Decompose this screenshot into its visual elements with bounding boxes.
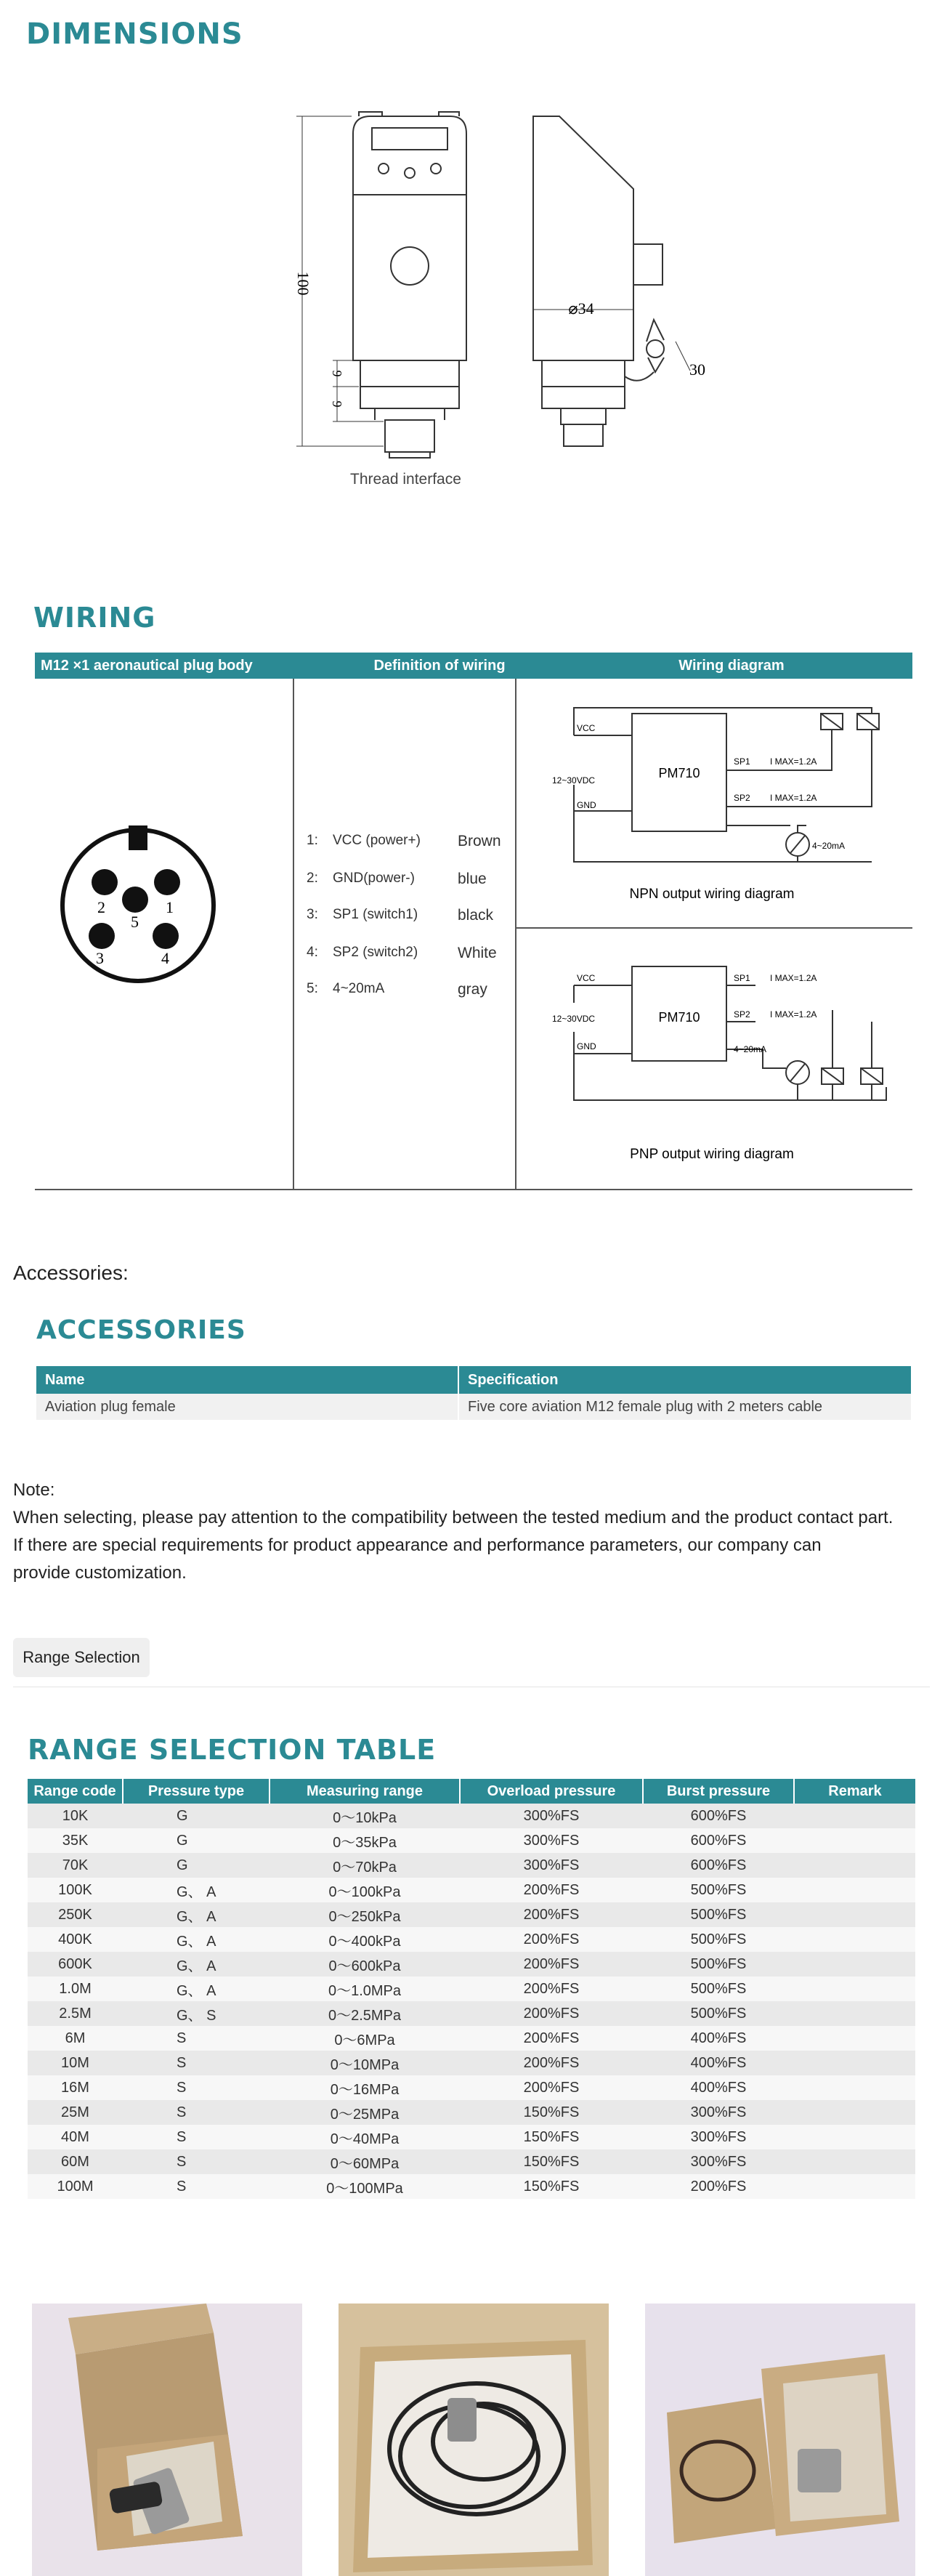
pressure-type-cell: S <box>123 2075 270 2100</box>
def-color: blue <box>458 871 487 887</box>
wiring-definition-row <box>307 833 517 871</box>
range-code-cell: 600K <box>28 1952 123 1977</box>
range-code-cell: 35K <box>28 1828 123 1853</box>
table-row <box>28 2051 915 2075</box>
thread-interface-caption: Thread interface <box>350 471 461 488</box>
dimension-34-label: ⌀34 <box>568 299 594 318</box>
pnp-vcc-label: VCC <box>577 973 596 983</box>
overload-pressure-cell: 200%FS <box>460 2051 643 2075</box>
range-code-cell: 100M <box>28 2174 123 2199</box>
npn-imax2-label: I MAX=1.2A <box>770 793 817 803</box>
npn-vcc-label: VCC <box>577 723 596 733</box>
measuring-range-cell: 0～1.0MPa <box>270 1977 460 2001</box>
pnp-gnd-label: GND <box>577 1041 596 1051</box>
npn-sp2-label: SP2 <box>734 793 750 803</box>
wiring-header-bar <box>35 653 912 679</box>
remark-cell <box>794 2001 915 2026</box>
range-table-title: RANGE SELECTION TABLE <box>28 1734 437 1766</box>
range-code-cell: 70K <box>28 1853 123 1878</box>
range-code-cell: 2.5M <box>28 2001 123 2026</box>
cable-in-box-image <box>339 2304 609 2576</box>
range-code-cell: 6M <box>28 2026 123 2051</box>
range-code-cell: 10M <box>28 2051 123 2075</box>
def-color: Brown <box>458 833 501 849</box>
pin-1-label: 1 <box>166 898 174 916</box>
wiring-definition-row <box>307 871 517 907</box>
pin-4-label: 4 <box>161 949 169 967</box>
overload-pressure-cell: 200%FS <box>460 2026 643 2051</box>
pressure-type-cell: S <box>123 2125 270 2149</box>
remark-cell <box>794 1853 915 1878</box>
remark-cell <box>794 1902 915 1927</box>
range-selection-button[interactable]: Range Selection <box>13 1638 150 1677</box>
def-name: 4~20mA <box>333 981 385 996</box>
burst-pressure-cell: 500%FS <box>643 1952 794 1977</box>
range-code-cell: 60M <box>28 2149 123 2174</box>
wiring-divider-middle <box>515 927 912 929</box>
burst-pressure-cell: 200%FS <box>643 2174 794 2199</box>
pnp-supply-label: 12~30VDC <box>552 1014 596 1024</box>
overload-pressure-cell: 150%FS <box>460 2100 643 2125</box>
wiring-title: WIRING <box>33 602 156 634</box>
overload-pressure-cell: 300%FS <box>460 1804 643 1828</box>
table-row <box>28 1878 915 1902</box>
overload-pressure-cell: 200%FS <box>460 2001 643 2026</box>
remark-cell <box>794 2075 915 2100</box>
note-line-3: provide customization. <box>13 1563 187 1583</box>
remark-cell <box>794 2125 915 2149</box>
measuring-range-cell: 0～100MPa <box>270 2174 460 2199</box>
npn-imax1-label: I MAX=1.2A <box>770 756 817 767</box>
measuring-range-cell: 0～40MPa <box>270 2125 460 2149</box>
pnp-imax2-label: I MAX=1.2A <box>770 1009 817 1020</box>
table-row <box>28 2075 915 2100</box>
pressure-type-cell: G、 A <box>123 1952 270 1977</box>
pressure-type-cell: S <box>123 2100 270 2125</box>
table-row <box>28 1853 915 1878</box>
burst-pressure-cell: 500%FS <box>643 1878 794 1902</box>
header-measuring-range: Measuring range <box>270 1779 460 1804</box>
product-photo-1 <box>32 2304 302 2576</box>
remark-cell <box>794 2026 915 2051</box>
npn-sp1-label: SP1 <box>734 756 750 767</box>
remark-cell <box>794 1804 915 1828</box>
table-row <box>28 2026 915 2051</box>
range-code-cell: 40M <box>28 2125 123 2149</box>
range-code-cell: 400K <box>28 1927 123 1952</box>
overload-pressure-cell: 200%FS <box>460 1878 643 1902</box>
overload-pressure-cell: 200%FS <box>460 1952 643 1977</box>
range-code-cell: 250K <box>28 1902 123 1927</box>
pressure-type-cell: G、 A <box>123 1902 270 1927</box>
pnp-wiring-diagram <box>552 945 901 1184</box>
overload-pressure-cell: 300%FS <box>460 1853 643 1878</box>
def-name: GND(power-) <box>333 871 415 886</box>
table-row <box>28 2125 915 2149</box>
overload-pressure-cell: 300%FS <box>460 1828 643 1853</box>
burst-pressure-cell: 400%FS <box>643 2026 794 2051</box>
pnp-sp1-label: SP1 <box>734 973 750 983</box>
wiring-header-plug: M12 ×1 aeronautical plug body <box>41 658 253 674</box>
remark-cell <box>794 2174 915 2199</box>
measuring-range-cell: 0～35kPa <box>270 1828 460 1853</box>
burst-pressure-cell: 300%FS <box>643 2149 794 2174</box>
accessories-title: ACCESSORIES <box>36 1315 246 1345</box>
wiring-bottom-line <box>35 1189 912 1190</box>
range-code-cell: 1.0M <box>28 1977 123 2001</box>
burst-pressure-cell: 500%FS <box>643 2001 794 2026</box>
burst-pressure-cell: 400%FS <box>643 2075 794 2100</box>
def-num: 3: <box>307 907 318 922</box>
pressure-type-cell: S <box>123 2026 270 2051</box>
def-name: SP1 (switch1) <box>333 907 418 922</box>
accessories-header-spec: Specification <box>458 1366 911 1394</box>
table-row <box>28 1927 915 1952</box>
burst-pressure-cell: 600%FS <box>643 1828 794 1853</box>
def-num: 2: <box>307 871 318 886</box>
range-code-cell: 25M <box>28 2100 123 2125</box>
remark-cell <box>794 1952 915 1977</box>
measuring-range-cell: 0～70kPa <box>270 1853 460 1878</box>
dimension-100-label: 100 <box>294 271 312 296</box>
table-row <box>28 2149 915 2174</box>
pnp-caption: PNP output wiring diagram <box>630 1147 794 1162</box>
note-label: Note: <box>13 1480 55 1500</box>
overload-pressure-cell: 150%FS <box>460 2125 643 2149</box>
burst-pressure-cell: 500%FS <box>643 1977 794 2001</box>
pnp-ma-label: 4~20mA <box>734 1044 767 1054</box>
accessories-header-row <box>36 1366 911 1394</box>
accessories-intro: Accessories: <box>13 1261 129 1284</box>
remark-cell <box>794 2051 915 2075</box>
wiring-definition-row <box>307 907 517 945</box>
table-row <box>28 1902 915 1927</box>
remark-cell <box>794 1977 915 2001</box>
burst-pressure-cell: 600%FS <box>643 1853 794 1878</box>
range-selection-table <box>28 1779 915 2199</box>
product-photo-2 <box>339 2304 609 2576</box>
table-row <box>28 1952 915 1977</box>
burst-pressure-cell: 300%FS <box>643 2100 794 2125</box>
dimension-9a-label: 9 <box>330 370 344 377</box>
burst-pressure-cell: 500%FS <box>643 1902 794 1927</box>
pin-2-label: 2 <box>97 898 105 916</box>
npn-ma-label: 4~20mA <box>812 841 846 851</box>
remark-cell <box>794 2100 915 2125</box>
dimension-30-label: 30 <box>689 360 705 379</box>
overload-pressure-cell: 150%FS <box>460 2174 643 2199</box>
remark-cell <box>794 1878 915 1902</box>
wiring-divider-1 <box>293 679 294 1190</box>
pressure-type-cell: G、 S <box>123 2001 270 2026</box>
header-remark: Remark <box>794 1779 915 1804</box>
measuring-range-cell: 0～10MPa <box>270 2051 460 2075</box>
remark-cell <box>794 2149 915 2174</box>
overload-pressure-cell: 200%FS <box>460 1977 643 2001</box>
def-num: 5: <box>307 981 318 996</box>
overload-pressure-cell: 150%FS <box>460 2149 643 2174</box>
note-line-1: When selecting, please pay attention to the compatibility between the tested medium and the product contact part. <box>13 1508 894 1527</box>
pressure-type-cell: G <box>123 1828 270 1853</box>
header-overload-pressure: Overload pressure <box>460 1779 643 1804</box>
measuring-range-cell: 0～10kPa <box>270 1804 460 1828</box>
burst-pressure-cell: 300%FS <box>643 2125 794 2149</box>
def-name: SP2 (switch2) <box>333 945 418 960</box>
note-block <box>13 1477 936 1587</box>
dimensions-drawing <box>276 102 741 509</box>
wiring-definition-list <box>307 833 517 1017</box>
table-row <box>28 2001 915 2026</box>
pressure-type-cell: S <box>123 2174 270 2199</box>
pressure-type-cell: G <box>123 1853 270 1878</box>
header-range-code: Range code <box>28 1779 123 1804</box>
pnp-imax1-label: I MAX=1.2A <box>770 973 817 983</box>
def-color: black <box>458 907 494 924</box>
table-row <box>28 2100 915 2125</box>
def-name: VCC (power+) <box>333 833 421 848</box>
burst-pressure-cell: 600%FS <box>643 1804 794 1828</box>
wiring-header-definition: Definition of wiring <box>373 658 506 674</box>
note-line-2: If there are special requirements for product appearance and performance parameters, our company can <box>13 1535 822 1555</box>
range-code-cell: 16M <box>28 2075 123 2100</box>
overload-pressure-cell: 200%FS <box>460 2075 643 2100</box>
header-burst-pressure: Burst pressure <box>643 1779 794 1804</box>
measuring-range-cell: 0～250kPa <box>270 1902 460 1927</box>
pin-3-label: 3 <box>96 949 104 967</box>
remark-cell <box>794 1927 915 1952</box>
def-num: 4: <box>307 945 318 960</box>
burst-pressure-cell: 500%FS <box>643 1927 794 1952</box>
table-row <box>28 1804 915 1828</box>
npn-wiring-diagram <box>552 690 901 923</box>
npn-caption: NPN output wiring diagram <box>629 887 795 902</box>
def-color: gray <box>458 981 487 998</box>
remark-cell <box>794 1828 915 1853</box>
table-row <box>28 1977 915 2001</box>
accessories-table <box>36 1366 911 1420</box>
npn-supply-label: 12~30VDC <box>552 775 596 786</box>
product-in-box-image <box>32 2304 302 2576</box>
pressure-type-cell: G、 A <box>123 1878 270 1902</box>
measuring-range-cell: 0～16MPa <box>270 2075 460 2100</box>
wiring-header-diagram: Wiring diagram <box>678 658 785 674</box>
header-pressure-type: Pressure type <box>123 1779 270 1804</box>
def-num: 1: <box>307 833 318 848</box>
table-row <box>28 1828 915 1853</box>
measuring-range-cell: 0～25MPa <box>270 2100 460 2125</box>
wiring-definition-row <box>307 945 517 981</box>
range-code-cell: 100K <box>28 1878 123 1902</box>
overload-pressure-cell: 200%FS <box>460 1927 643 1952</box>
accessories-header-name: Name <box>36 1366 458 1394</box>
burst-pressure-cell: 400%FS <box>643 2051 794 2075</box>
pnp-sp2-label: SP2 <box>734 1009 750 1020</box>
pnp-device-label: PM710 <box>658 1010 700 1025</box>
accessory-name: Aviation plug female <box>36 1394 458 1420</box>
npn-gnd-label: GND <box>577 800 596 810</box>
wiring-definition-row <box>307 981 517 1017</box>
measuring-range-cell: 0～2.5MPa <box>270 2001 460 2026</box>
pressure-type-cell: S <box>123 2051 270 2075</box>
accessory-spec: Five core aviation M12 female plug with 2 meters cable <box>458 1394 911 1420</box>
measuring-range-cell: 0～6MPa <box>270 2026 460 2051</box>
pin-5-label: 5 <box>131 913 139 931</box>
pressure-type-cell: G <box>123 1804 270 1828</box>
measuring-range-cell: 0～100kPa <box>270 1878 460 1902</box>
product-photo-3 <box>645 2304 915 2576</box>
dimensions-title: DIMENSIONS <box>26 17 243 51</box>
table-row <box>36 1394 911 1420</box>
measuring-range-cell: 0～600kPa <box>270 1952 460 1977</box>
def-color: White <box>458 945 497 961</box>
table-row <box>28 2174 915 2199</box>
pressure-type-cell: S <box>123 2149 270 2174</box>
range-table-header-row <box>28 1779 915 1804</box>
m12-plug-drawing <box>55 818 224 987</box>
overload-pressure-cell: 200%FS <box>460 1902 643 1927</box>
npn-device-label: PM710 <box>658 766 700 780</box>
dimension-9b-label: 9 <box>330 400 344 408</box>
range-code-cell: 10K <box>28 1804 123 1828</box>
pressure-type-cell: G、 A <box>123 1977 270 2001</box>
measuring-range-cell: 0～60MPa <box>270 2149 460 2174</box>
pressure-type-cell: G、 A <box>123 1927 270 1952</box>
measuring-range-cell: 0～400kPa <box>270 1927 460 1952</box>
product-and-cable-boxes-image <box>645 2304 915 2576</box>
